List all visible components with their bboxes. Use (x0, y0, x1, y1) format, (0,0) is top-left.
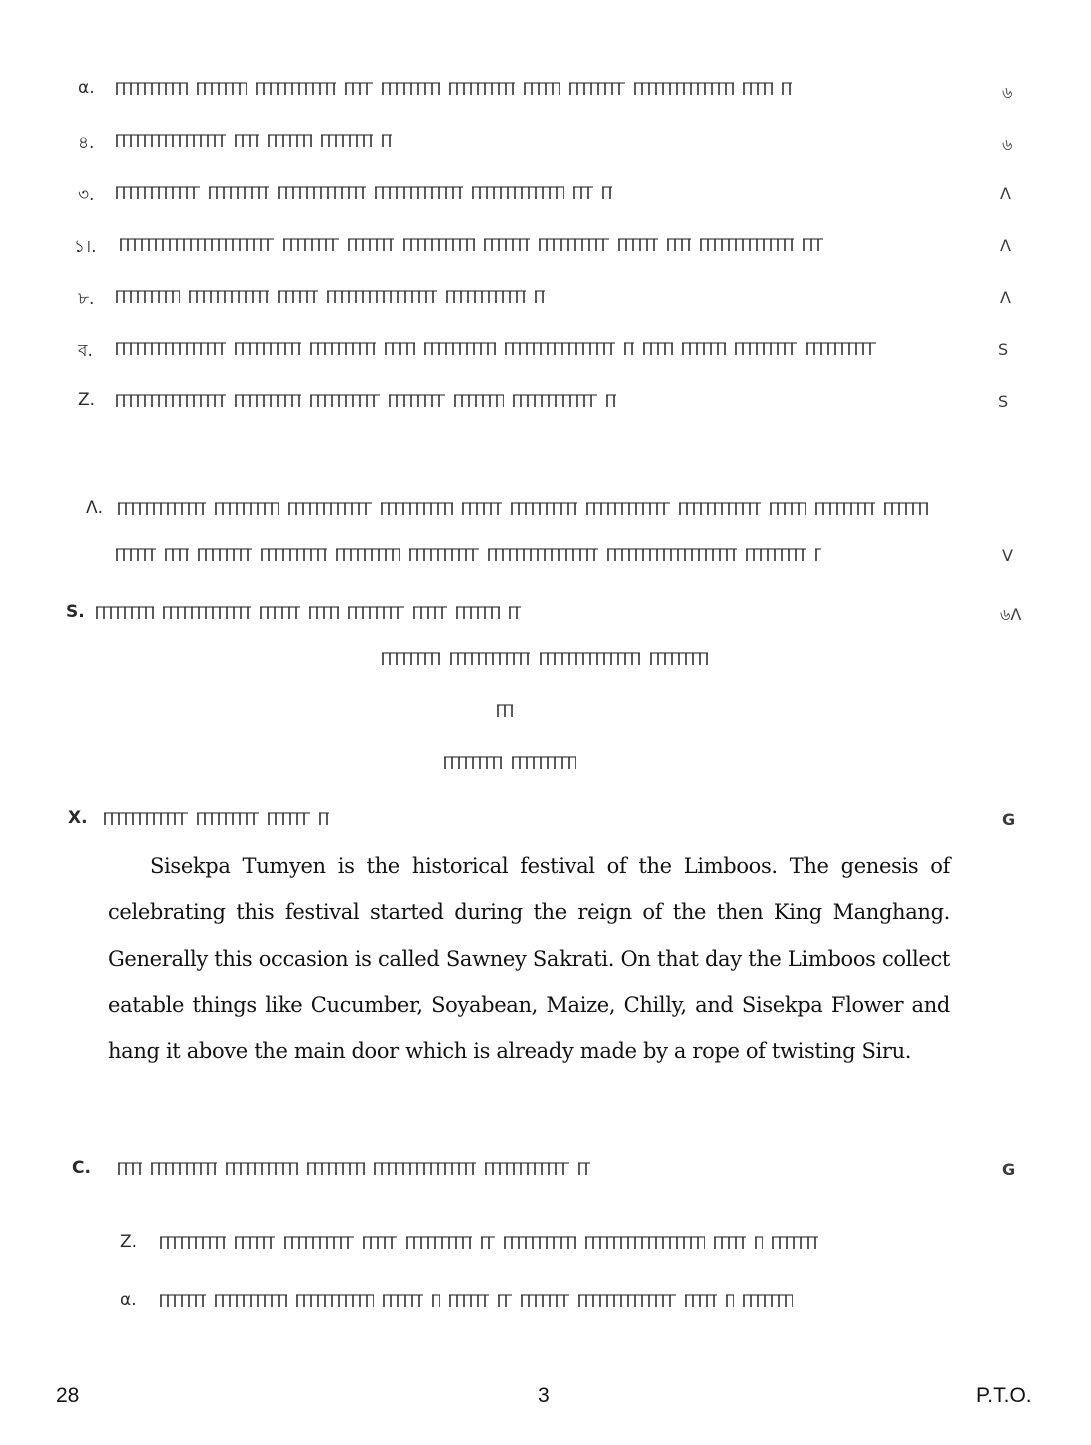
limbu-text-line (116, 336, 936, 362)
sub-item (0, 1282, 1091, 1326)
limbu-text-line (116, 180, 636, 206)
question-item (0, 382, 1091, 426)
item-number: α. (78, 78, 95, 98)
item-number: Λ. (86, 498, 104, 518)
marks-value: G (1002, 810, 1016, 829)
item-number: S. (66, 602, 85, 622)
limbu-text-line (116, 388, 626, 414)
item-number: ১।. (74, 237, 97, 257)
question-item (0, 226, 1091, 270)
english-passage: Sisekpa Tumyen is the historical festival of the Limboos. The genesis of celebrating this festival started during the reign of the then King Manghang. Generally this occasion is called Sawney Sakrati. On that day the Limboos collect eatable things like Cucumber, Soyabean, Maize, Chilly, and Sisekpa Flower and hang it above the main door which is already made by a rope of twisting Siru. (108, 854, 950, 1064)
question-item (0, 174, 1091, 218)
marks-value: S (998, 392, 1009, 411)
item-number: ৩. (78, 185, 95, 205)
marks-value: Λ (1000, 184, 1011, 203)
item-number: ৮. (78, 289, 95, 309)
limbu-text-line (118, 1156, 678, 1182)
limbu-text-line (104, 806, 404, 832)
question-item (0, 70, 1091, 114)
limbu-text-line (116, 76, 976, 102)
limbu-centered-heading (355, 646, 735, 672)
page-code: 28 (56, 1384, 80, 1407)
item-number: ব. (78, 341, 93, 361)
item-number: α. (120, 1290, 137, 1310)
limbu-text-line (120, 232, 900, 258)
limbu-text-line (118, 496, 978, 522)
marks-value: ৬Λ (1000, 605, 1022, 624)
item-number: X. (68, 808, 88, 828)
marks-value: S (998, 340, 1009, 359)
page-number: 3 (538, 1384, 550, 1407)
limbu-centered-heading (490, 698, 520, 724)
limbu-centered-heading (430, 750, 590, 776)
item-number: C. (72, 1158, 91, 1178)
limbu-text-line (116, 284, 596, 310)
question-item (0, 278, 1091, 322)
question-item (0, 592, 1091, 636)
pto-label: P.T.O. (976, 1384, 1032, 1407)
item-number: ৪. (78, 133, 95, 153)
item-number: Z. (78, 390, 96, 410)
marks-value: G (1002, 1160, 1016, 1179)
sub-item (0, 1224, 1091, 1268)
marks-value: Λ (1000, 236, 1011, 255)
question-item (0, 800, 1091, 844)
marks-value: Λ (1000, 288, 1011, 307)
question-item (0, 330, 1091, 374)
limbu-text-line (160, 1288, 990, 1314)
limbu-text-line (116, 542, 836, 568)
limbu-text-line (96, 600, 616, 626)
marks-value: V (1002, 546, 1013, 565)
limbu-text-line (116, 128, 516, 154)
marks-value: ৬ (1002, 135, 1013, 154)
question-item (0, 122, 1091, 166)
question-item (0, 1150, 1091, 1194)
question-item (0, 488, 1091, 588)
item-number: Z. (120, 1232, 138, 1252)
limbu-text-line (160, 1230, 990, 1256)
marks-value: ৬ (1002, 83, 1013, 102)
